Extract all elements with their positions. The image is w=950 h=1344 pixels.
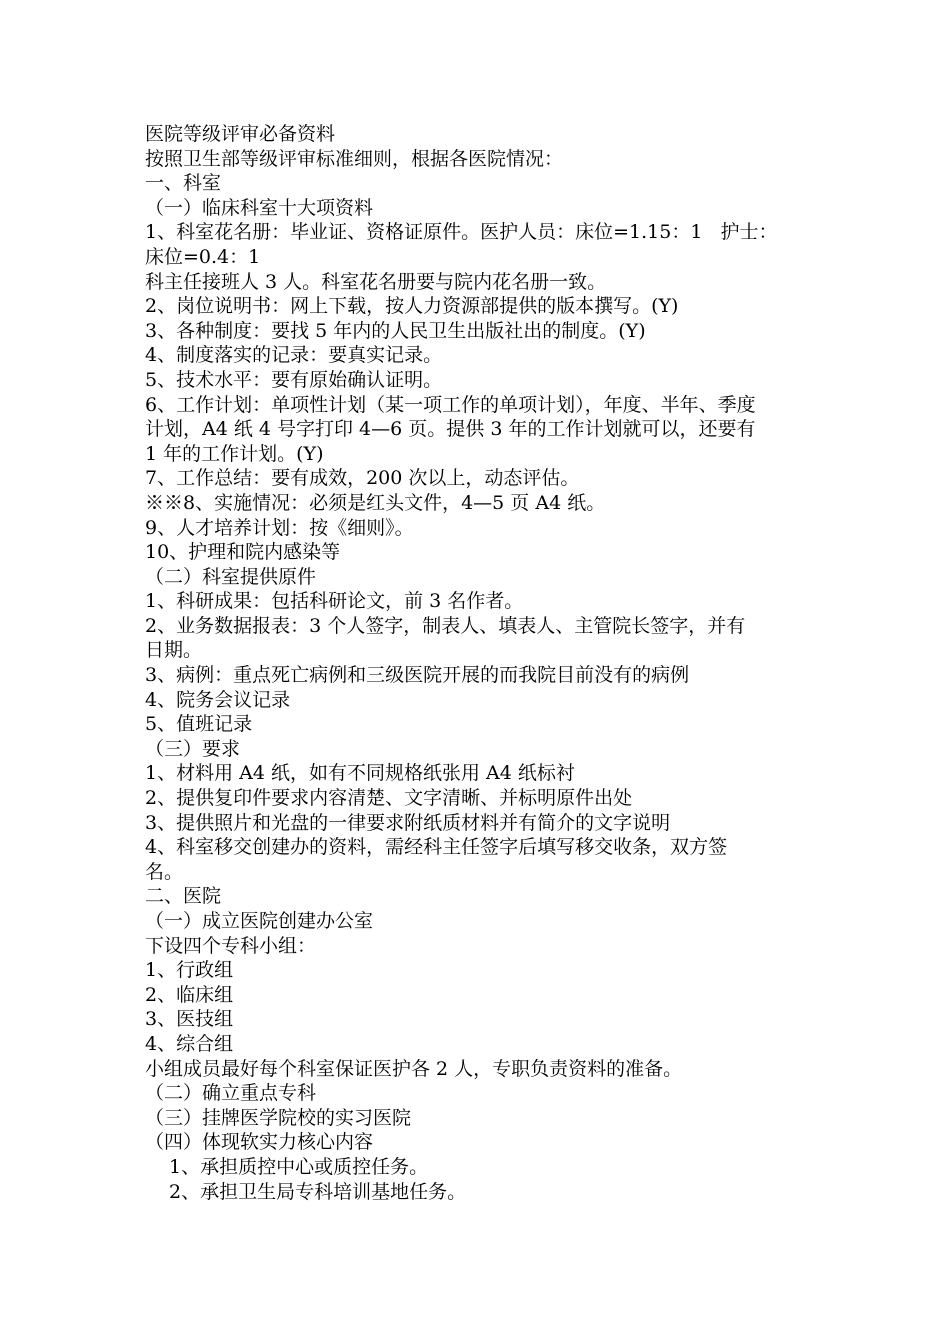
subsection-heading: （二）确立重点专科	[145, 1082, 317, 1105]
text-line: 2、提供复印件要求内容清楚、文字清晰、并标明原件出处	[145, 787, 633, 810]
text-line: ※※8、实施情况：必须是红头文件，4—5 页 A4 纸。	[145, 491, 606, 514]
text-line: 2、临床组	[145, 983, 234, 1006]
text-line: 4、院务会议记录	[145, 688, 291, 711]
text-line: 计划，A4 纸 4 号字打印 4—6 页。提供 3 年的工作计划就可以，还要有	[145, 418, 756, 441]
text-line: 小组成员最好每个科室保证医护各 2 人，专职负责资料的准备。	[145, 1057, 683, 1080]
text-line: 10、护理和院内感染等	[145, 541, 341, 564]
subsection-heading: （三）要求	[145, 737, 241, 760]
text-line: 3、病例：重点死亡病例和三级医院开展的而我院目前没有的病例	[145, 664, 690, 687]
text-line: 1、承担质控中心或质控任务。	[169, 1155, 429, 1178]
subsection-heading: （一）成立医院创建办公室	[145, 910, 374, 932]
section-heading: 一、科室	[145, 172, 222, 195]
text-line: 3、医技组	[145, 1008, 234, 1031]
text-line: 2、岗位说明书：网上下载，按人力资源部提供的版本撰写。(Y)	[145, 295, 679, 318]
text-line: 1、行政组	[145, 959, 234, 982]
text-line: 名。	[145, 860, 184, 883]
text-line: 4、制度落实的记录：要真实记录。	[145, 344, 443, 367]
text-line: 2、承担卫生局专科培训基地任务。	[169, 1180, 467, 1203]
text-line: 7、工作总结：要有成效，200 次以上，动态评估。	[145, 467, 580, 490]
text-line: 科主任接班人 3 人。科室花名册要与院内花名册一致。	[145, 270, 607, 293]
text-line: 4、科室移交创建办的资料，需经科主任签字后填写移交收条，双方签	[145, 836, 728, 859]
document-body	[145, 122, 815, 1204]
text-line: 日期。	[145, 639, 203, 662]
text-line: 1、科室花名册：毕业证、资格证原件。医护人员：床位=1.15：1 护士：	[145, 221, 778, 244]
text-line: 1 年的工作计划。(Y)	[145, 442, 324, 465]
text-line: 5、技术水平：要有原始确认证明。	[145, 368, 443, 391]
subsection-heading: （一）临床科室十大项资料	[145, 196, 374, 219]
section-heading: 二、医院	[145, 885, 222, 908]
text-line: 1、材料用 A4 纸，如有不同规格纸张用 A4 纸标衬	[145, 762, 575, 785]
subsection-heading: （二）科室提供原件	[145, 565, 317, 588]
text-line: 5、值班记录	[145, 713, 253, 736]
text-line: 床位=0.4：1	[145, 245, 261, 268]
intro-line: 按照卫生部等级评审标准细则，根据各医院情况：	[145, 147, 564, 170]
text-line: 1、科研成果：包括科研论文，前 3 名作者。	[145, 590, 524, 613]
text-line: 4、综合组	[145, 1032, 234, 1055]
subsection-heading: （四）体现软实力核心内容	[145, 1131, 374, 1154]
text-line: 9、人才培养计划：按《细则》。	[145, 516, 414, 539]
subsection-heading: （三）挂牌医学院校的实习医院	[145, 1106, 412, 1129]
text-line: 3、提供照片和光盘的一律要求附纸质材料并有简介的文字说明	[145, 811, 671, 834]
text-line: 下设四个专科小组：	[145, 934, 317, 957]
text-line: 2、业务数据报表：3 个人签字，制表人、填表人、主管院长签字，并有	[145, 614, 746, 637]
document-title: 医院等级评审必备资料	[145, 123, 336, 145]
text-line: 3、各种制度：要找 5 年内的人民卫生出版社出的制度。(Y)	[145, 319, 646, 342]
text-line: 6、工作计划：单项性计划（某一项工作的单项计划），年度、半年、季度	[145, 393, 756, 416]
